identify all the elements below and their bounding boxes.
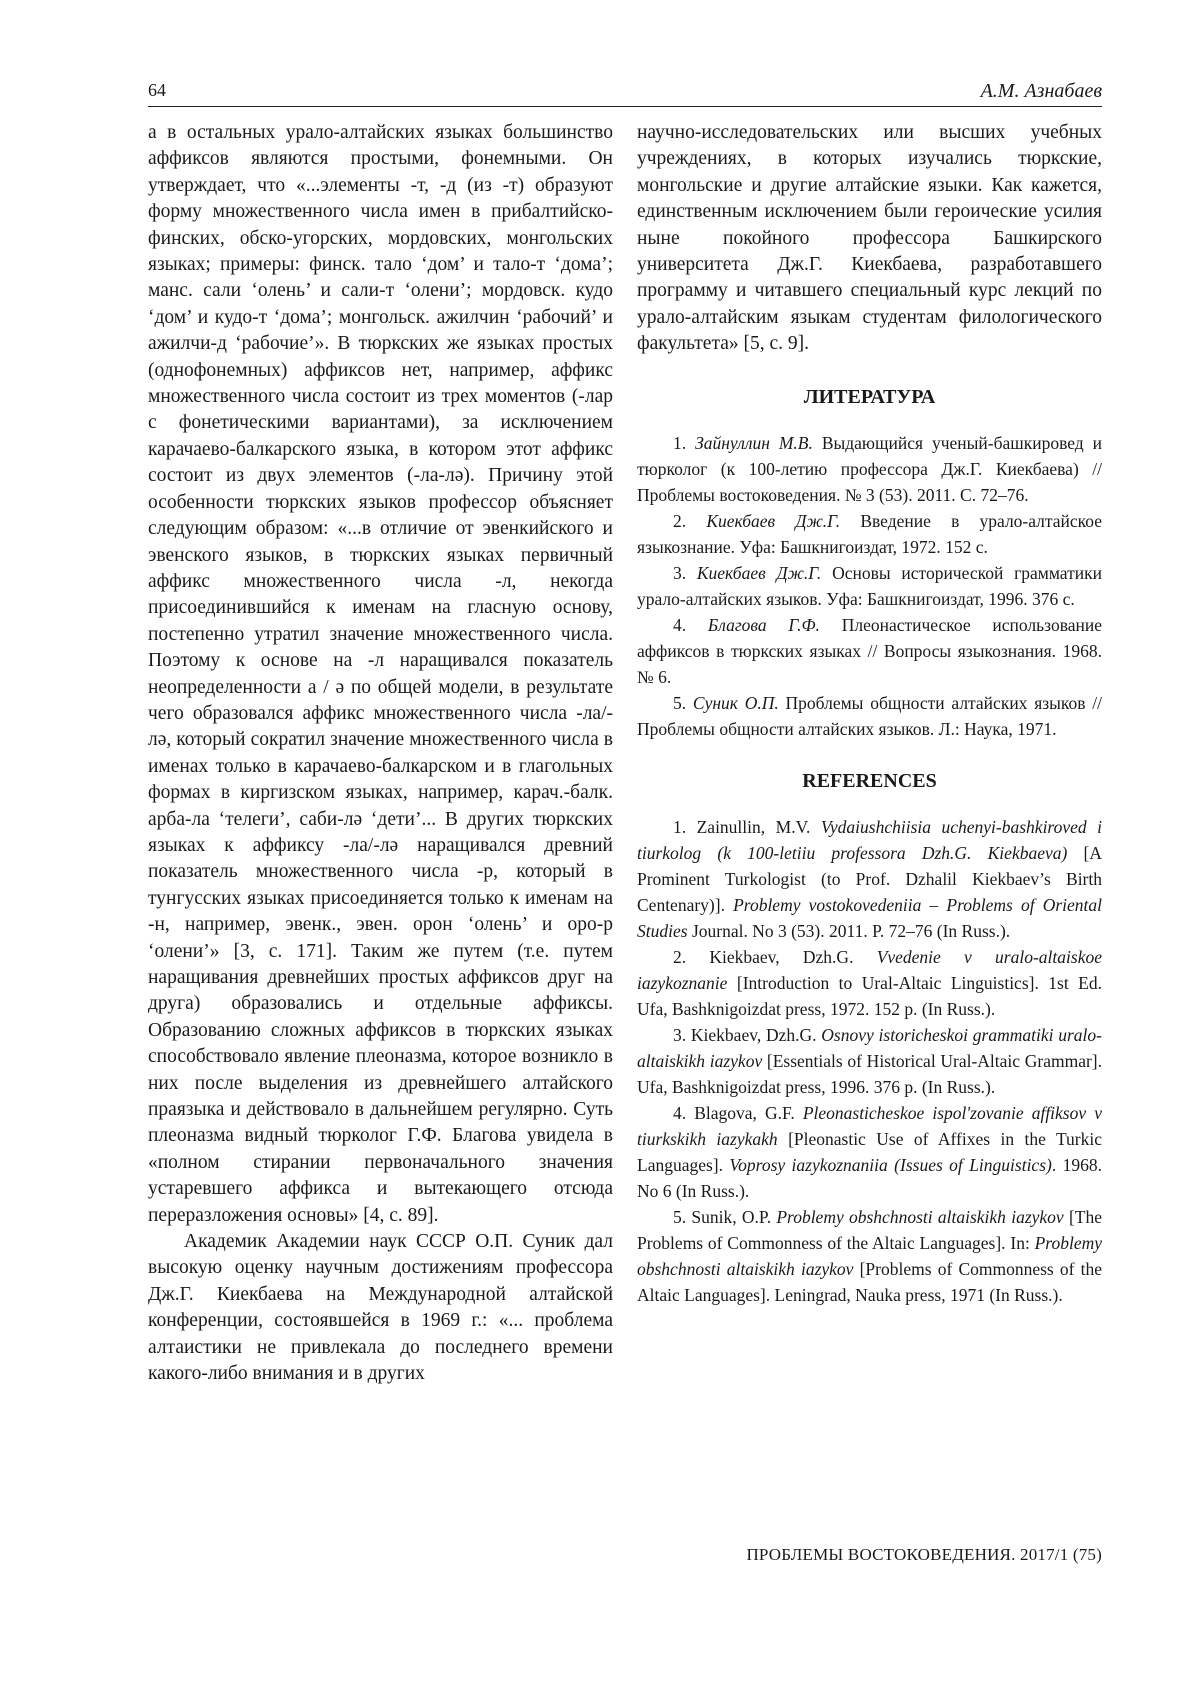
body-paragraph: научно-исследовательских или высших учебных учреждениях, в которых изучались тюркские, монгольские и другие алтайские языки. Как кажется, единственным исключением были героические усилия ныне покойного профессора Башкирского университета Дж.Г. Киекбаева, разработавшего программу и читавшего специальный курс лекций по урало-алтайским языкам студентам филологического факультета» [5, с. 9]. <box>637 122 1102 355</box>
literature-list <box>637 430 1102 742</box>
running-author: А.М. Азнабаев <box>980 80 1102 102</box>
list-item: 2. Киекбаев Дж.Г. Введение в урало-алтайское языкознание. Уфа: Башкнигоиздат, 1972. 152 с. <box>637 511 1103 558</box>
list-item: 3. Киекбаев Дж.Г. Основы исторической грамматики урало-алтайских языков. Уфа: Башкнигоиздат, 1996. 376 с. <box>637 563 1103 610</box>
literature-heading: ЛИТЕРАТУРА <box>803 385 936 408</box>
journal-footer: ПРОБЛЕМЫ ВОСТОКОВЕДЕНИЯ. 2017/1 (75) <box>746 1545 1102 1564</box>
page-header <box>148 80 1102 107</box>
list-item: 5. Суник О.П. Проблемы общности алтайских языков // Проблемы общности алтайских языков. Л.: Наука, 1971. <box>637 693 1103 740</box>
references-heading: REFERENCES <box>802 770 937 793</box>
list-item: 4. Благова Г.Ф. Плеонастическое использование аффиксов в тюркских языках // Вопросы языкознания. 1968. № 6. <box>637 615 1103 688</box>
list-item: 1. Зайнуллин М.В. Выдающийся ученый-башкировед и тюрколог (к 100-летию профессора Дж.Г. Киекбаева) // Проблемы востоковедения. № 3 (53). 2011. С. 72–76. <box>637 433 1103 506</box>
page-number: 64 <box>148 80 166 100</box>
list-item: 2. Kiekbaev, Dzh.G. Vvedenie v uralo-altaiskoe iazykoznanie [Introduction to Ural-Altaic Linguistics]. 1st Ed. Ufa, Bashknigoizdat press, 1972. 152 p. (In Russ.). <box>637 947 1102 1020</box>
list-item: 1. Zainullin, M.V. Vydaiushchiisia uchenyi-bashkiroved i tiurkolog (k 100-letiiu professora Dzh.G. Kiekbaeva) [A Prominent Turkologist (to Prof. Dzhalil Kiekbaev’s Birth Centenary)]. Problemy vostokovedeniia – Problems of Oriental Studies Journal. No 3 (53). 2011. P. 72–76 (In Russ.). <box>637 817 1102 942</box>
list-item: 5. Sunik, O.P. Problemy obshchnosti altaiskikh iazykov [The Problems of Commonness of the Altaic Languages]. In: Problemy obshchnosti altaiskikh iazykov [Problems of Commonness of the Altaic Languages]. Leningrad, Nauka press, 1971 (In Russ.). <box>637 1207 1102 1306</box>
body-paragraph: а в остальных урало-алтайских языках большинство аффиксов являются простыми, фонемными. Он утверждает, что «...элементы -т, -д (из -т) образуют форму множественного числа имен в прибалтийско-финских, обско-угорских, мордовских, монгольских языках; примеры: финск. тало ‘дом’ и тало-т ‘дома’; манс. сали ‘олень’ и сали-т ‘олени’; мордовск. кудо ‘дом’ и кудо-т ‘дома’; монгольск. ажилчин ‘рабочий’ и ажилчи-д ‘рабочие’». В тюркских же языках простых (однофонемных) аффиксов нет, например, аффикс множественного числа состоит из трех моментов (-лар с фонетическими вариантами), за исключением карачаево-балкарского языка, в котором этот аффикс состоит из двух элементов (-ла-лә). Причину этой особенности тюркских языков профессор объясняет следующим образом: «...в отличие от эвенкийского и эвенского языков, в тюркских языках первичный аффикс множественного числа -л, некогда присоединившийся к именам на гласную основу, постепенно утратил значение множественного числа. Поэтому к основе на -л наращивался показатель неопределенности а / ә по общей модели, в результате чего образовался аффикс множественного числа -ла/-лә, который сократил значение множественного числа в именах только в карачаево-балкарском и в глагольных формах в киргизском языках, например, карач.-балк. арба-ла ‘телеги’, саби-лә ‘дети’... В других тюркских языках к аффиксу -ла/-лә наращивался древний показатель множественного числа -р, который в тунгусских языках присоединяется только к именам на -н, например, эвенк., эвен. орон ‘олень’ и оро-р ‘олени’» [3, с. 171]. Таким же путем (т.е. путем наращивания древнейших простых аффиксов друг на друга) образовались и отдельные аффиксы. Образованию сложных аффиксов в тюркских языках способствовало явление плеоназма, которое возникло в них после выделения из древнейшего алтайского праязыка и действовало в дальнейшем регулярно. Суть плеоназма видный тюрколог Г.Ф. Благова увидела в «полном стирании первоначального значения устаревшего аффикса и вытекающего отсюда переразложения основы» [4, с. 89]. <box>148 122 613 1226</box>
right-column <box>637 120 1102 1308</box>
left-column <box>148 120 613 1388</box>
list-item: 3. Kiekbaev, Dzh.G. Osnovy istoricheskoi grammatiki uralo-altaiskikh iazykov [Essentials of Historical Ural-Altaic Grammar]. Ufa, Bashknigoizdat press, 1996. 376 p. (In Russ.). <box>637 1025 1102 1098</box>
body-paragraph: Академик Академии наук СССР О.П. Суник дал высокую оценку научным достижениям профессора Дж.Г. Киекбаева на Международной алтайской конференции, состоявшейся в 1969 г.: «... проблема алтаистики не привлекала до последнего времени какого-либо внимания и в других <box>148 1231 613 1385</box>
references-list <box>637 814 1102 1308</box>
list-item: 4. Blagova, G.F. Pleonasticheskoe ispol'zovanie affiksov v tiurkskikh iazykakh [Pleonastic Use of Affixes in the Turkic Languages]. Voprosy iazykoznaniia (Issues of Linguistics). 1968. No 6 (In Russ.). <box>637 1103 1103 1202</box>
